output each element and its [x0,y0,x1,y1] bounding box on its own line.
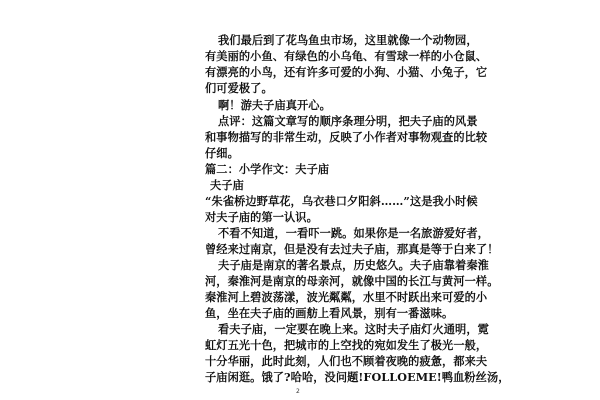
text-line: 十分华丽，此时此刻，人们也不顾着夜晚的疲惫，都来夫 [205,354,488,368]
text-line: “朱雀桥边野草花，乌衣巷口夕阳斜……”这是我小时候 [205,194,478,208]
text-line: 点评：这篇文章写的顺序条理分明，把夫子庙的风景 [218,114,478,128]
text-line: 秦淮河上碧波荡漾，波光粼粼，水里不时跃出来可爱的小 [205,290,488,304]
text-line: 子庙闲逛。饿了?哈哈，没问题!FOLLOEME!鸭血粉丝汤， [205,370,510,384]
text-line: 有美丽的小鱼、有绿色的小乌龟、有雪球一样的小仓鼠、 [205,49,488,63]
text-line: 河，秦淮河是南京的母亲河，就像中国的长江与黄河一样。 [205,274,499,288]
text-line: 啊！游夫子庙真开心。 [218,98,331,112]
page-number: 2 [296,388,300,395]
text-line: 曾经来过南京，但是没有去过夫子庙，那真是等于白来了！ [205,242,499,256]
text-line: 我们最后到了花鸟鱼虫市场，这里就像一个动物园， [218,33,478,47]
text-line: 有漂亮的小鸟，还有许多可爱的小狗、小猫、小兔子，它 [205,65,488,79]
text-line: 和事物描写的非常生动，反映了小作者对事物观查的比较 [205,130,488,144]
text-line: 鱼，坐在夫子庙的画舫上看风景，别有一番滋味。 [205,306,454,320]
text-line: 们可爱极了。 [205,81,273,95]
section-heading: 篇二：小学作文：夫子庙 [205,162,330,176]
text-line: 对夫子庙的第一认识。 [205,210,318,224]
article-title: 夫子庙 [210,178,244,192]
text-line: 夫子庙是南京的著名景点，历史悠久。夫子庙靠着秦淮 [218,258,489,272]
text-line: 虹灯五光十色，把城市的上空找的宛如发生了极光一般， [205,338,488,352]
text-line: 看夫子庙，一定要在晚上来。这时夫子庙灯火通明，霓 [218,322,489,336]
text-line: 不看不知道，一看吓一跳。如果你是一名旅游爱好者， [218,226,489,240]
text-line: 仔细。 [205,146,239,160]
